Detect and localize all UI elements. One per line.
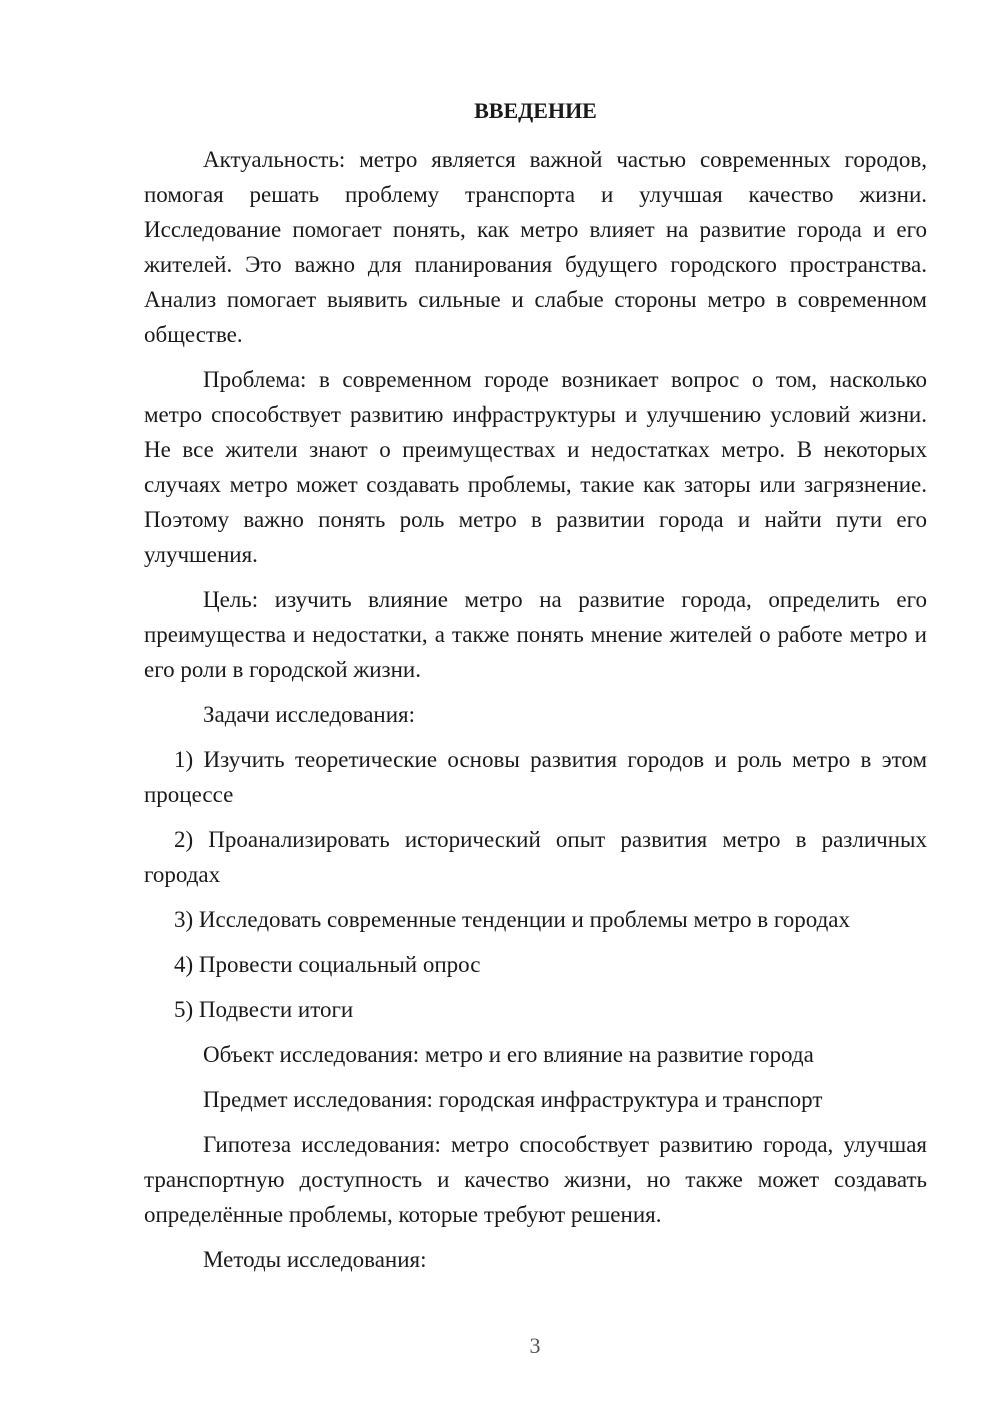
relevance-paragraph: Актуальность: метро является важной частью современных городов, помогая решать проблему транспорта и улучшая качество жизни. Исследование помогает понять, как метро влияет на развитие города и его жителей. Это важно для планирования будущего городского пространства. Анализ помогает выявить сильные и слабые стороны метро в современном обществе. bbox=[144, 147, 927, 347]
task-item: 5) Подвести итоги bbox=[174, 997, 354, 1022]
task-item: 4) Провести социальный опрос bbox=[174, 952, 481, 977]
methods-heading: Методы исследования: bbox=[203, 1247, 427, 1272]
task-item: 3) Исследовать современные тенденции и проблемы метро в городах bbox=[174, 907, 851, 932]
problem-paragraph: Проблема: в современном городе возникает вопрос о том, насколько метро способствует развитию инфраструктуры и улучшению условий жизни. Не все жители знают о преимуществах и недостатках метро. В некоторых случаях метро может создавать проблемы, такие как заторы или загрязнение. Поэтому важно понять роль метро в развитии города и найти пути его улучшения. bbox=[144, 367, 927, 567]
goal-paragraph: Цель: изучить влияние метро на развитие города, определить его преимущества и недостатки, а также понять мнение жителей о работе метро и его роли в городской жизни. bbox=[144, 587, 927, 682]
tasks-heading: Задачи исследования: bbox=[203, 702, 416, 727]
hypothesis-paragraph: Гипотеза исследования: метро способствует развитию города, улучшая транспортную доступность и качество жизни, но также может создавать определённые проблемы, которые требуют решения. bbox=[144, 1132, 927, 1227]
page-title: ВВЕДЕНИЕ bbox=[474, 98, 597, 123]
subject-line: Предмет исследования: городская инфраструктура и транспорт bbox=[203, 1087, 823, 1112]
task-item: 2) Проанализировать исторический опыт развития метро в различных городах bbox=[144, 827, 927, 887]
task-item: 1) Изучить теоретические основы развития городов и роль метро в этом процессе bbox=[144, 747, 927, 807]
document-page bbox=[144, 92, 927, 1287]
page-number: 3 bbox=[529, 1333, 541, 1358]
object-line: Объект исследования: метро и его влияние на развитие города bbox=[203, 1042, 814, 1067]
